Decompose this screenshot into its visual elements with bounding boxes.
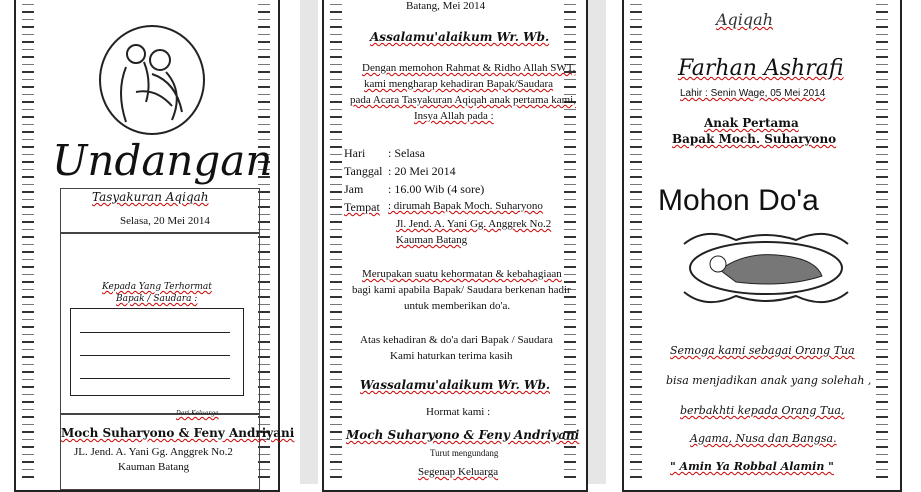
wish-line: berbakhti kepada Orang Tua,	[680, 404, 845, 417]
sleeping-baby-illustration	[676, 226, 856, 310]
intro-line: pada Acara Tasyakuran Aqiqah anak pertama kami,	[350, 94, 576, 106]
signature: Moch Suharyono & Feny Andriyani	[346, 428, 580, 442]
ornament-border-left	[330, 0, 342, 484]
cover-panel	[0, 0, 300, 484]
amen: " Amin Ya Robbal Alamin "	[670, 460, 834, 473]
prayer-panel	[606, 0, 921, 484]
greeting: Assalamu'alaikum Wr. Wb.	[370, 30, 550, 44]
detail-label: Tanggal	[344, 164, 383, 178]
recipient-label: Kepada Yang Terhormat	[102, 282, 212, 292]
intro-line: Insya Allah pada :	[414, 110, 494, 122]
divider	[60, 232, 260, 234]
birth-info: Lahir : Senin Wage, 05 Mei 2014	[680, 88, 826, 99]
ornament-border-left	[22, 0, 34, 484]
child-order: Anak Pertama	[704, 116, 799, 130]
sender-caption: Dari Keluarga	[176, 410, 219, 417]
baby-name: Farhan Ashrafi	[678, 56, 844, 81]
detail-label: Hari	[344, 146, 366, 160]
honor-line: untuk memberikan do'a.	[404, 300, 511, 312]
address-line: Kauman Batang	[396, 234, 468, 246]
sender-name: Moch Suharyono & Feny Andriyani	[61, 426, 295, 440]
details-panel	[318, 0, 588, 484]
subtitle: Tasyakuran Aqiqah	[92, 190, 209, 204]
father-name: Bapak Moch. Suharyono	[672, 132, 837, 146]
detail-value: : 16.00 Wib (4 sore)	[388, 182, 485, 196]
footer-line: Segenap Keluarga	[418, 466, 499, 478]
detail-label: Jam	[344, 182, 364, 196]
honor-line: Merupakan suatu kehormatan & kebahagiaan	[362, 268, 562, 280]
sender-address: JL. Jend. A. Yani Gg. Anggrek No.2	[74, 446, 233, 458]
intro-line: kami mengharap kehadiran Bapak/Saudara	[364, 78, 554, 90]
thanks-line: Kami haturkan terima kasih	[390, 350, 513, 362]
address-line: Jl. Jend. A. Yani Gg. Anggrek No.2	[396, 218, 552, 230]
heading: Aqiqah	[716, 10, 773, 29]
family-illustration	[96, 22, 208, 138]
detail-label: Tempat	[344, 200, 380, 214]
detail-value: : dirumah Bapak Moch. Suharyono	[388, 200, 543, 212]
ornament-border-left	[630, 0, 642, 484]
invitation-title: Undangan	[52, 136, 273, 185]
ornament-border-right	[876, 0, 888, 484]
recipient-box	[70, 308, 244, 396]
honor-line: bagi kami apabila Bapak/ Saudara berkenan hadir	[352, 284, 571, 296]
sender-address: Kauman Batang	[118, 461, 190, 473]
footer-line: Turut mengundang	[430, 448, 499, 458]
prayer-title: Mohon Do'a	[658, 184, 819, 217]
recipient-label: Bapak / Saudara :	[116, 294, 198, 304]
intro-line: Dengan memohon Rahmat & Ridho Allah SWT,	[362, 62, 576, 74]
thanks-line: Atas kehadiran & do'a dari Bapak / Saudara	[360, 334, 553, 346]
panel-gap	[588, 0, 606, 484]
wish-line: Semoga kami sebagai Orang Tua	[670, 344, 855, 357]
write-line	[80, 378, 230, 379]
regards: Hormat kami :	[426, 406, 491, 418]
detail-value: : Selasa	[388, 146, 425, 160]
wish-line: Agama, Nusa dan Bangsa.	[690, 432, 837, 445]
write-line	[80, 332, 230, 333]
event-date: Selasa, 20 Mei 2014	[120, 215, 210, 227]
wish-line: bisa menjadikan anak yang solehah ,	[666, 374, 872, 387]
closing-greeting: Wassalamu'alaikum Wr. Wb.	[360, 378, 551, 392]
place-date: Batang, Mei 2014	[406, 0, 486, 12]
panel-gap	[300, 0, 318, 484]
write-line	[80, 355, 230, 356]
detail-value: : 20 Mei 2014	[388, 164, 456, 178]
